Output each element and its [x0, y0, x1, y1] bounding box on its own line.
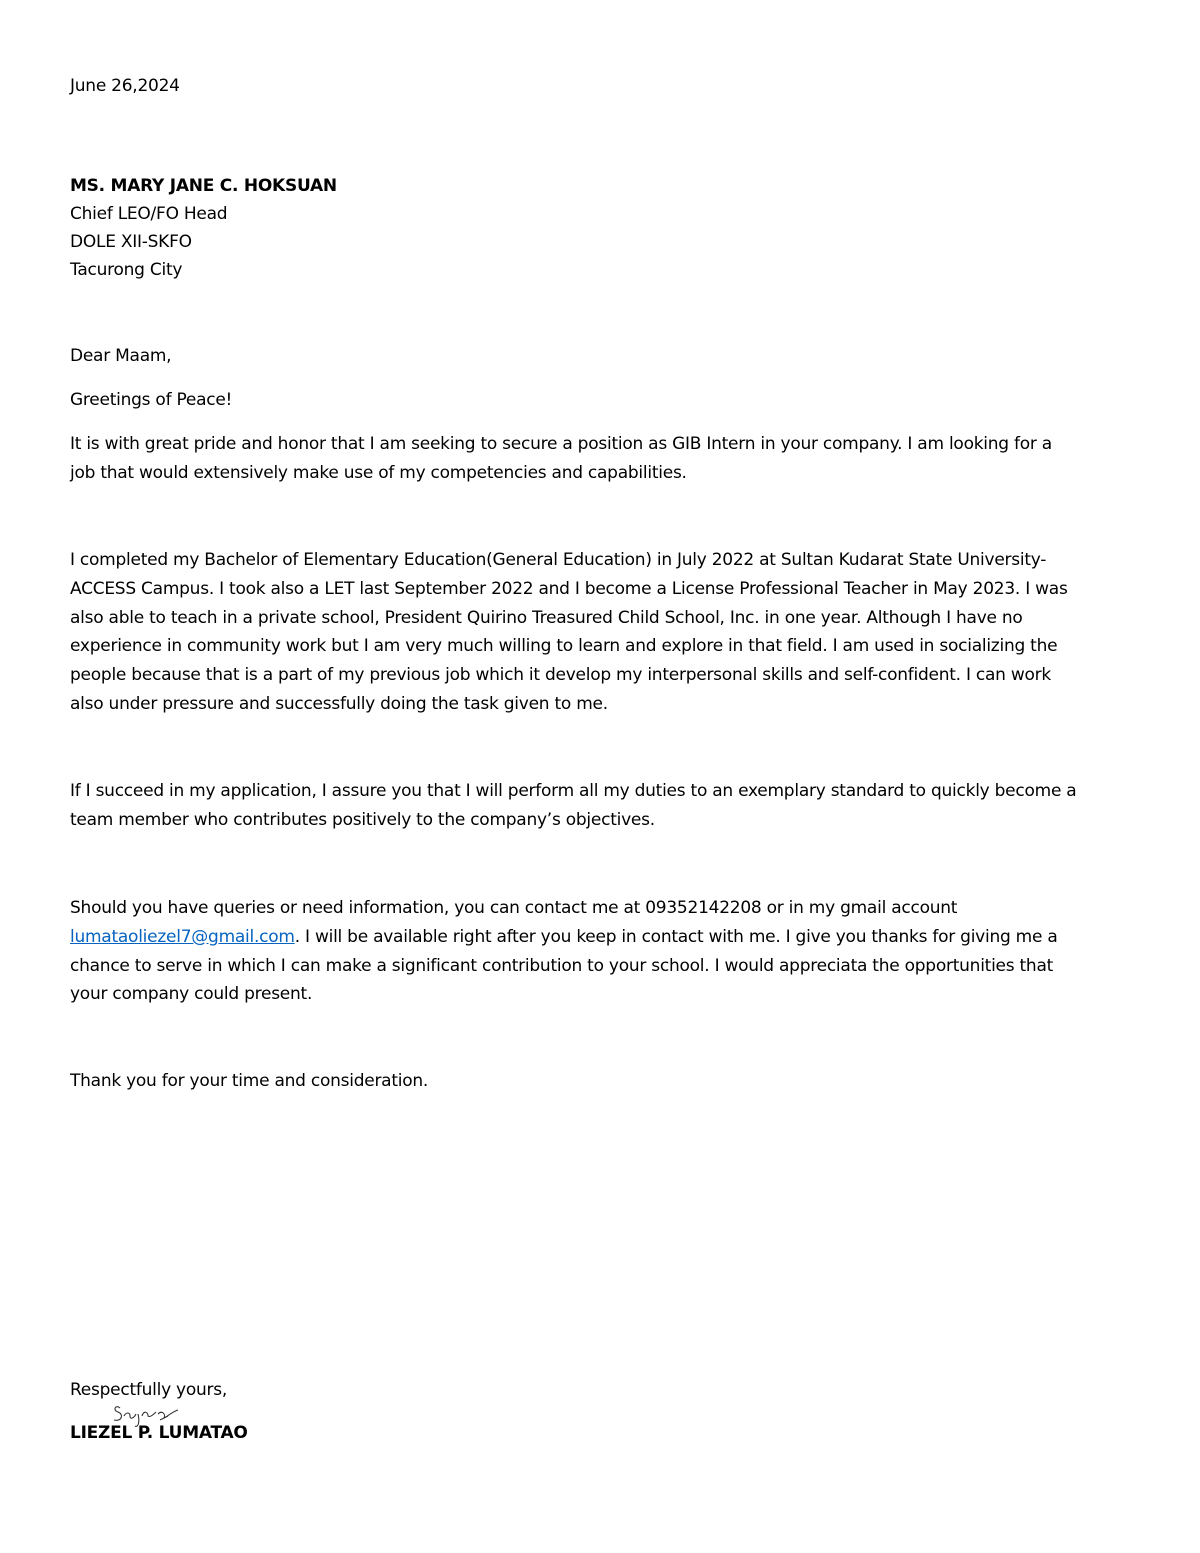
- paragraph-background: [70, 546, 1132, 719]
- closing-thanks: Thank you for your time and consideration.: [70, 1071, 429, 1091]
- paragraph-line-rest: . I will be available right after you keep in contact with me. I give you thanks for giving me a: [294, 926, 1058, 947]
- paragraph-line: [70, 923, 1132, 952]
- paragraph-line: also able to teach in a private school, President Quirino Treasured Child School, Inc. in one year. Although I have no: [70, 607, 1023, 628]
- paragraph-line: If I succeed in my application, I assure you that I will perform all my duties to an exemplary standard to quickly become a: [70, 781, 1077, 801]
- paragraph-line: experience in community work but I am very much willing to learn and explore in that field. I am used in socializing the: [70, 636, 1058, 657]
- paragraph-line: your company could present.: [70, 984, 313, 1005]
- recipient-name: MS. MARY JANE C. HOKSUAN: [70, 176, 337, 196]
- letter-date: June 26,2024: [70, 76, 180, 96]
- signatory-name: LIEZEL P. LUMATAO: [70, 1423, 248, 1443]
- recipient-office: DOLE XII-SKFO: [70, 232, 192, 252]
- paragraph-line: ACCESS Campus. I took also a LET last September 2022 and I become a License Professional Teacher in May 2023. I was: [70, 578, 1068, 599]
- paragraph-line: people because that is a part of my previous job which it develop my interpersonal skills and self-confident. I can work: [70, 665, 1051, 686]
- paragraph-assurance: [70, 777, 1132, 835]
- paragraph-line: team member who contributes positively to the company’s objectives.: [70, 809, 655, 830]
- paragraph-line: chance to serve in which I can make a significant contribution to your school. I would appreciata the opportunities that: [70, 955, 1054, 976]
- paragraph-line: job that would extensively make use of my competencies and capabilities.: [70, 462, 687, 483]
- paragraph-line: also under pressure and successfully doing the task given to me.: [70, 693, 608, 714]
- greeting: Greetings of Peace!: [70, 390, 233, 410]
- recipient-city: Tacurong City: [70, 260, 183, 280]
- paragraph-line: I completed my Bachelor of Elementary Education(General Education) in July 2022 at Sultan Kudarat State University-: [70, 550, 1047, 570]
- recipient-title: Chief LEO/FO Head: [70, 204, 228, 224]
- paragraph-contact: [70, 894, 1132, 1009]
- paragraph-line: It is with great pride and honor that I am seeking to secure a position as GIB Intern in your company. I am looking for a: [70, 434, 1052, 454]
- paragraph-line: Should you have queries or need information, you can contact me at 09352142208 or in my gmail account: [70, 898, 958, 918]
- complimentary-close: Respectfully yours,: [70, 1380, 228, 1400]
- salutation: Dear Maam,: [70, 346, 172, 366]
- paragraph-intro: [70, 430, 1132, 488]
- email-link[interactable]: lumataoliezel7@gmail.com: [70, 926, 295, 947]
